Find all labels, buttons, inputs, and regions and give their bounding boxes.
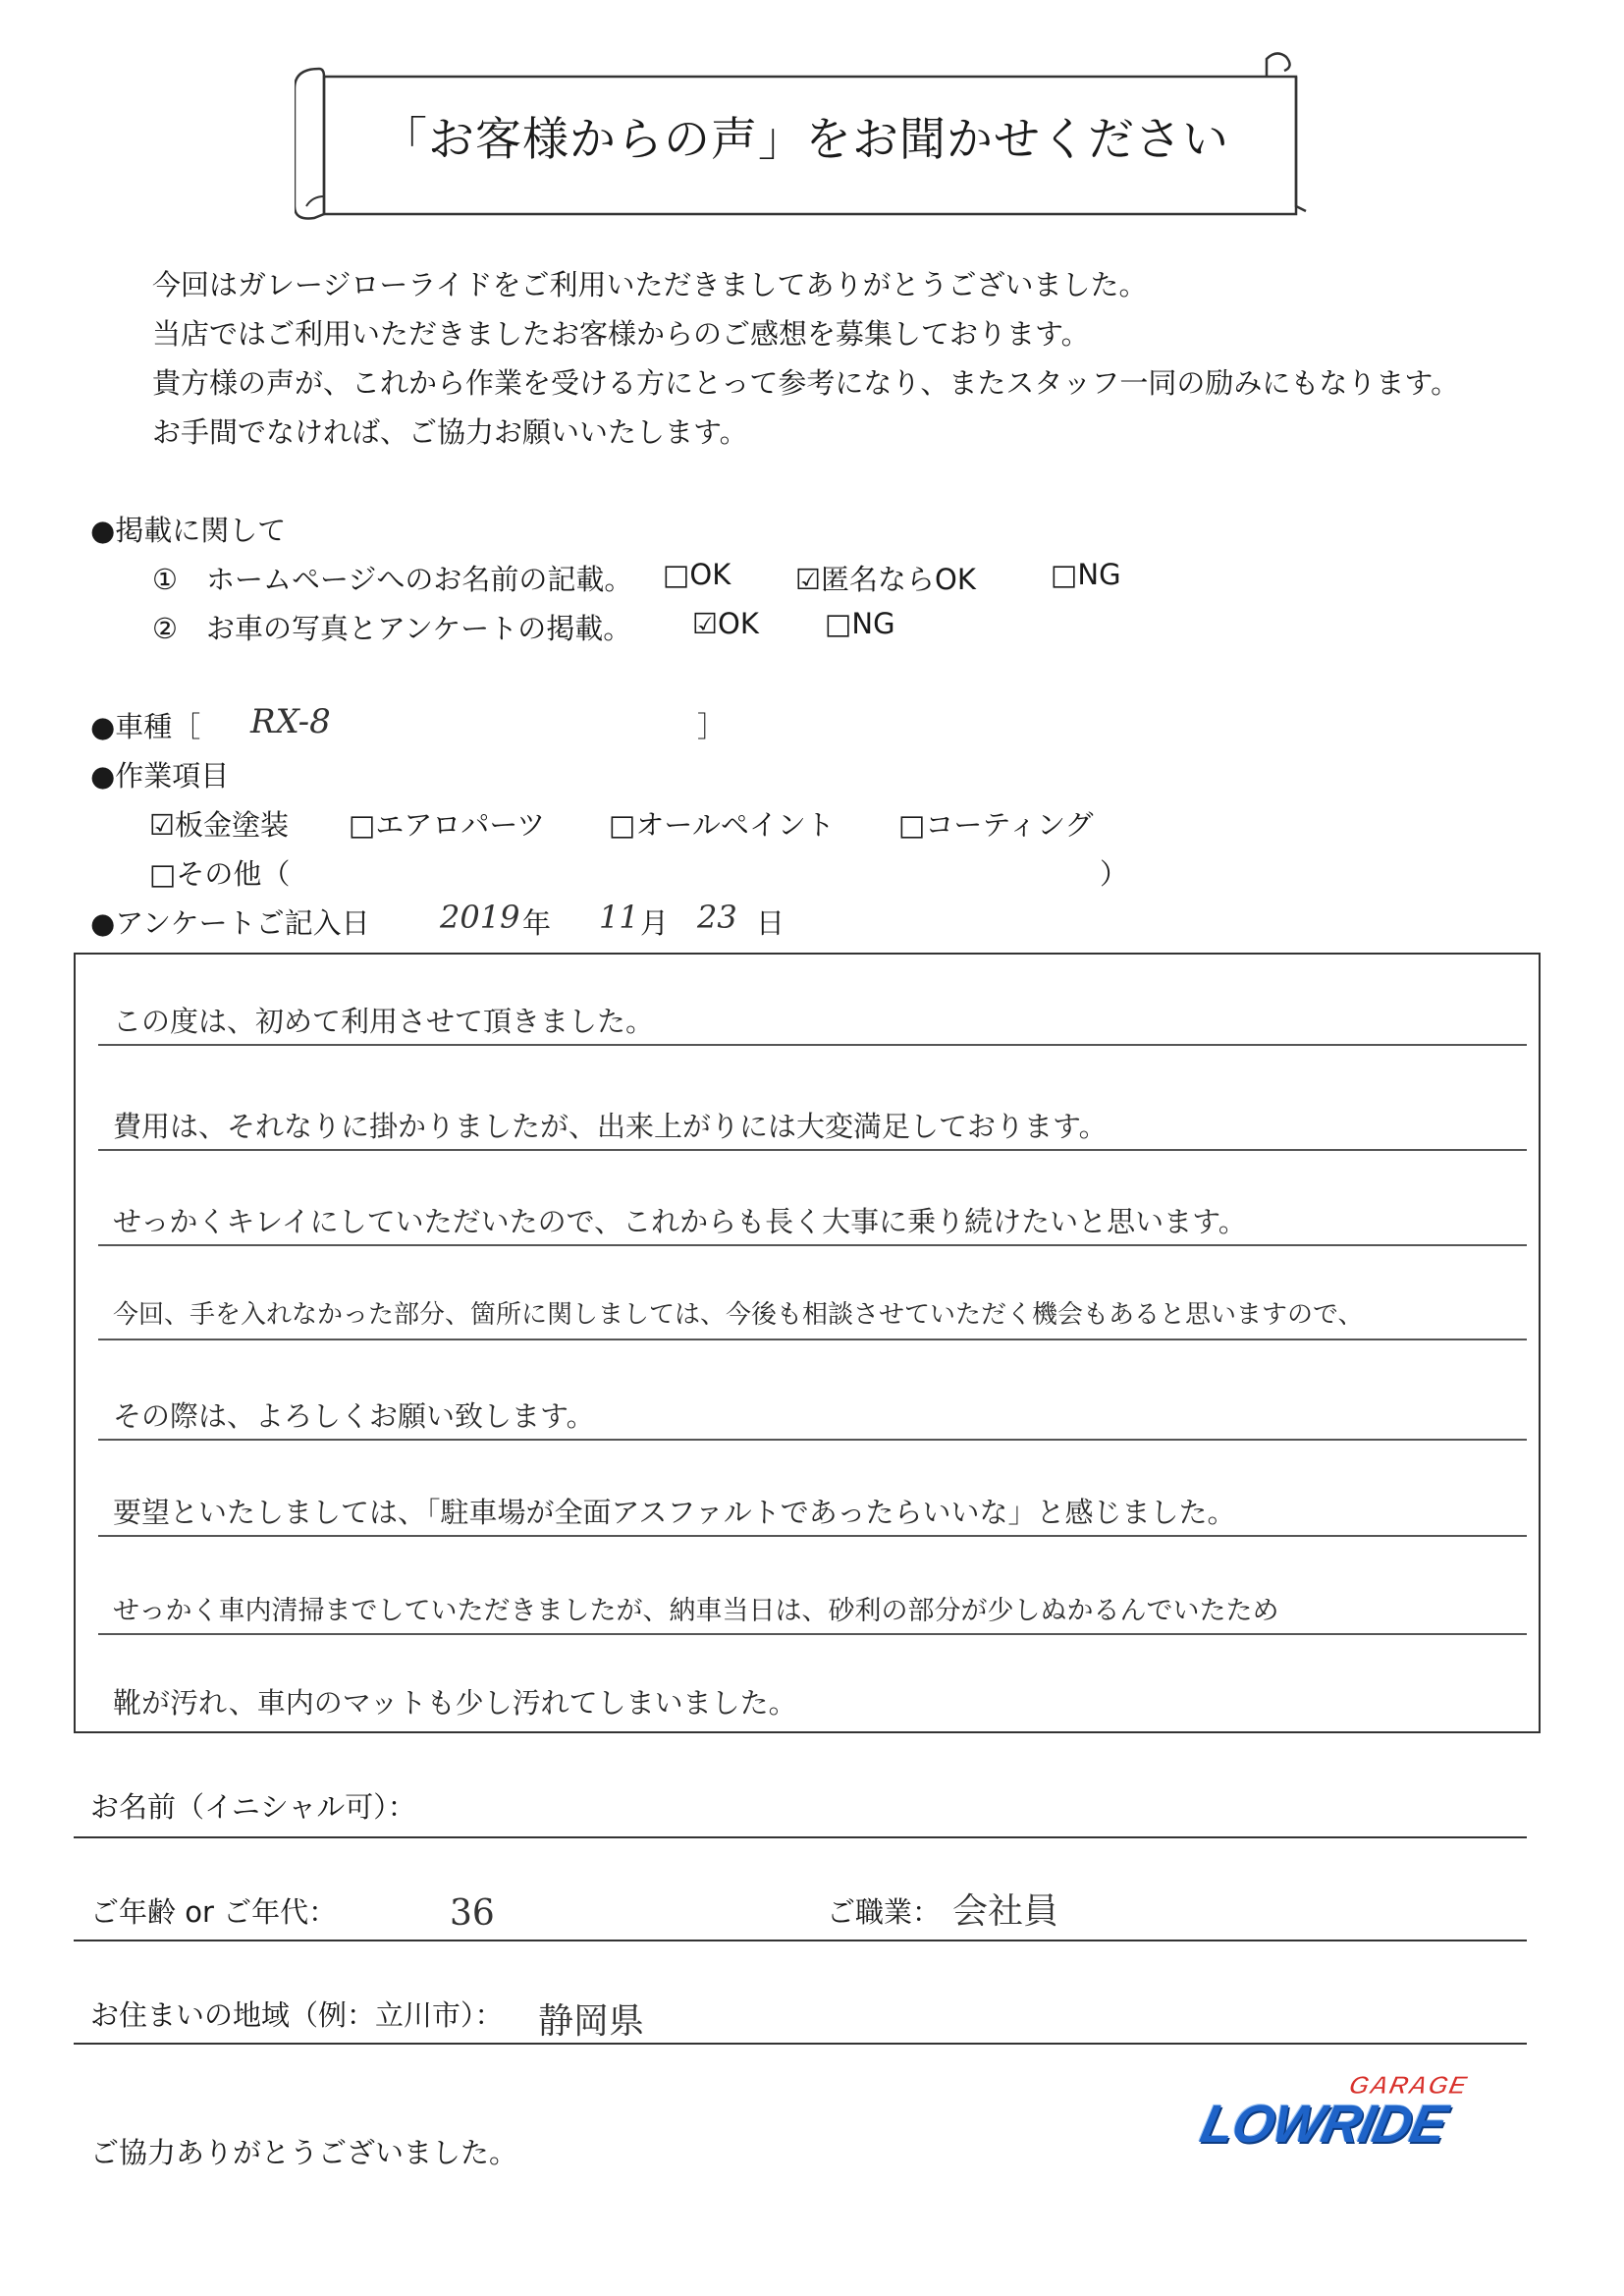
publication-q2-label: ② お車の写真とアンケートの掲載。 [152, 612, 632, 645]
date-year: 2019 [440, 899, 520, 936]
work-option-other[interactable]: □その他（ [149, 857, 291, 891]
name-label: お名前（イニシャル可）： [90, 1790, 416, 1824]
garage-lowride-logo [1192, 2070, 1478, 2168]
area-field-line[interactable] [74, 2043, 1527, 2045]
vehicle-value: RX-8 [250, 702, 331, 741]
date-day-unit: 日 [756, 906, 785, 940]
logo-garage-text: GARAGE [1346, 2070, 1471, 2100]
survey-line-7: せっかく車内清掃までしていただきましたが、納車当日は、砂利の部分が少しぬかるんでいたため [113, 1596, 1279, 1626]
survey-rule-1 [98, 1044, 1527, 1046]
area-label: お住まいの地域（例：立川市）： [90, 1998, 504, 2032]
survey-line-3: せっかくキレイにしていただいたので、これからも長く大事に乗り続けたいと思います。 [113, 1205, 1247, 1238]
survey-rule-6 [98, 1535, 1527, 1537]
name-field-line[interactable] [74, 1836, 1527, 1838]
age-value: 36 [450, 1893, 495, 1934]
date-day: 23 [697, 899, 737, 936]
work-option-coating[interactable]: □コーティング [898, 808, 1094, 842]
intro-line-4: お手間でなければ、ご協力お願いいたします。 [152, 415, 748, 449]
age-label: ご年齢 or ご年代： [90, 1895, 338, 1929]
date-month-unit: 月 [640, 906, 670, 940]
q1-option-ng[interactable]: □NG [1051, 558, 1121, 591]
survey-rule-4 [98, 1339, 1527, 1340]
survey-line-4: 今回、手を入れなかった部分、箇所に関しましては、今後も相談させていただく機会もあると思いますので、 [113, 1300, 1364, 1330]
survey-line-2: 費用は、それなりに掛かりましたが、出来上がりには大変満足しております。 [113, 1110, 1108, 1143]
survey-line-6: 要望といたしましては、「駐車場が全面アスファルトであったらいいな」と感じました。 [113, 1496, 1236, 1529]
job-value: 会社員 [952, 1891, 1059, 1932]
survey-rule-5 [98, 1439, 1527, 1441]
work-heading: ●作業項目 [90, 759, 230, 793]
survey-rule-7 [98, 1633, 1527, 1635]
survey-line-8: 靴が汚れ、車内のマットも少し汚れてしまいました。 [113, 1686, 797, 1720]
intro-line-2: 当店ではご利用いただきましたお客様からのご感想を募集しております。 [152, 317, 1090, 351]
logo-lowride-text: LOWRIDE [1195, 2095, 1452, 2154]
date-month: 11 [599, 899, 639, 936]
vehicle-heading: ●車種［ [90, 710, 201, 743]
survey-line-1: この度は、初めて利用させて頂きました。 [113, 1005, 655, 1038]
date-year-unit: 年 [522, 906, 552, 940]
work-option-allpaint[interactable]: □オールペイント [609, 808, 835, 842]
work-option-bodywork[interactable]: ☑板金塗装 [149, 808, 289, 842]
survey-line-5: その際は、よろしくお願い致します。 [113, 1399, 595, 1433]
q2-option-ok[interactable]: ☑OK [692, 607, 759, 640]
survey-rule-3 [98, 1244, 1527, 1246]
survey-rule-2 [98, 1149, 1527, 1151]
age-job-field-line[interactable] [74, 1940, 1527, 1941]
q1-option-ok[interactable]: □OK [663, 558, 731, 591]
q1-option-anonymous-ok[interactable]: ☑匿名ならOK [795, 563, 976, 596]
intro-line-1: 今回はガレージローライドをご利用いただきましてありがとうございました。 [152, 268, 1148, 301]
work-other-close: ） [1100, 857, 1129, 891]
intro-line-3: 貴方様の声が、これから作業を受ける方にとって参考になり、またスタッフ一同の励みにもなります。 [152, 366, 1460, 400]
thanks-text: ご協力ありがとうございました。 [90, 2136, 518, 2169]
page-title: 「お客様からの声」をお聞かせください [381, 113, 1229, 167]
job-label: ご職業： [827, 1895, 942, 1929]
area-value: 静岡県 [538, 2001, 645, 2042]
work-option-aero[interactable]: □エアロパーツ [349, 808, 546, 842]
q2-option-ng[interactable]: □NG [825, 607, 895, 640]
vehicle-bracket-close: ］ [697, 710, 727, 743]
publication-q1-label: ① ホームページへのお名前の記載。 [152, 563, 633, 596]
date-heading: ●アンケートご記入日 [90, 906, 370, 940]
publication-heading: ●掲載に関して [90, 514, 287, 547]
